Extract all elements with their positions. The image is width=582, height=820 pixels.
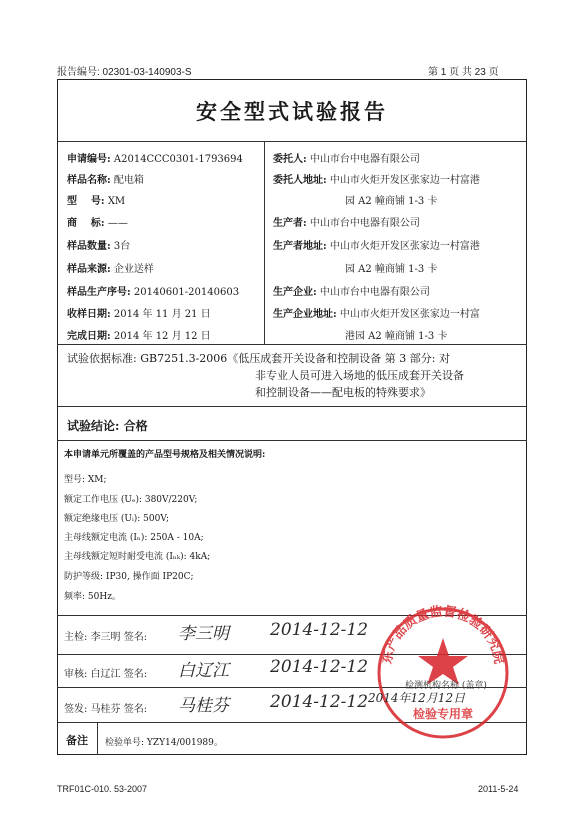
stamp-bottom-text: 检验专用章 [412, 707, 474, 721]
spec-line: 额定绝缘电压 (Uᵢ): 500V; [64, 514, 169, 524]
reviewer-label: 审核: 白辽江 签名: [64, 669, 148, 680]
spec-line: 主母线额定短时耐受电流 (Iₙₖ): 4kA; [64, 552, 211, 562]
form-code: TRF01C-010. 53-2007 [57, 784, 148, 794]
issuer-label: 签发: 马桂芬 签名: [64, 704, 148, 715]
production-serial: 样品生产序号: 20140601-20140603 [67, 287, 240, 298]
spec-line: 主母线额定电流 (Iₙ): 250A - 10A; [64, 533, 204, 543]
issuer-signature: 马桂芬 [178, 696, 229, 716]
inspector-signature: 李三明 [178, 624, 229, 644]
test-conclusion: 试验结论: 合格 [67, 419, 148, 433]
spec-line: 频率: 50Hz。 [64, 592, 121, 602]
application-number: 申请编号: A2014CCC0301-1793694 [67, 154, 243, 165]
form-date: 2011-5-24 [478, 784, 519, 794]
remarks-divider [97, 722, 98, 755]
producer-address-2: 园 A2 幢商铺 1-3 卡 [345, 264, 438, 275]
inspector-label: 主检: 李三明 签名: [64, 632, 148, 643]
model: 型 号: XM [67, 196, 126, 207]
page-info: 第 1 页 共 23 页 [428, 67, 499, 78]
stamp-date: 2014年12月12日 [368, 691, 466, 705]
divider [57, 344, 527, 345]
divider [57, 406, 527, 407]
sample-name: 样品名称: 配电箱 [67, 175, 144, 186]
factory-address: 生产企业地址: 中山市火炬开发区张家边一村富 [273, 309, 480, 320]
report-number: 报告编号: 02301-03-140903-S [57, 67, 192, 78]
inspection-number: 检验单号: YZY14/001989。 [105, 738, 223, 748]
report-title: 安全型式试验报告 [196, 99, 388, 124]
factory-address-2: 港园 A2 幢商铺 1-3 卡 [345, 331, 448, 342]
stamp-ring-text: 东产品质量监督检验研究院 [379, 604, 507, 666]
receipt-date: 收样日期: 2014 年 11 月 21 日 [67, 309, 211, 320]
spec-line: 额定工作电压 (Uₑ): 380V/220V; [64, 495, 198, 505]
producer: 生产者: 中山市台中电器有限公司 [273, 218, 420, 229]
client-address: 委托人地址: 中山市火炬开发区张家边一村富港 [273, 175, 480, 186]
description-heading: 本申请单元所覆盖的产品型号规格及相关情况说明: [64, 450, 266, 460]
spec-line: 防护等级: IP30, 操作面 IP20C; [64, 572, 194, 582]
divider [57, 141, 527, 142]
sample-quantity: 样品数量: 3台 [67, 241, 131, 252]
client: 委托人: 中山市台中电器有限公司 [273, 154, 420, 165]
test-standard: 试验依据标准: GB7251.3-2006《低压成套开关设备和控制设备 第 3 部分: 对 非专业人员可进入场地的低压成套开关设备 和控制设备——配电板的特殊要求》 [67, 352, 464, 399]
trademark: 商 标: —— [67, 218, 128, 229]
divider [57, 440, 527, 441]
factory: 生产企业: 中山市台中电器有限公司 [273, 287, 430, 298]
producer-address: 生产者地址: 中山市火炬开发区张家边一村富港 [273, 241, 480, 252]
official-stamp [370, 600, 515, 740]
issuer-date: 2014-12-12 [270, 692, 369, 712]
sample-source: 样品来源: 企业送样 [67, 264, 154, 275]
client-address-2: 园 A2 幢商铺 1-3 卡 [345, 196, 438, 207]
institution-name-label: 检测机构名称 (盖章) [405, 681, 487, 691]
inspector-date: 2014-12-12 [270, 620, 369, 640]
remarks-label: 备注 [66, 734, 88, 747]
reviewer-signature: 白辽江 [178, 661, 229, 681]
completion-date: 完成日期: 2014 年 12 月 12 日 [67, 331, 211, 342]
column-divider [264, 141, 265, 344]
reviewer-date: 2014-12-12 [270, 657, 369, 677]
spec-line: 型号: XM; [64, 475, 107, 485]
